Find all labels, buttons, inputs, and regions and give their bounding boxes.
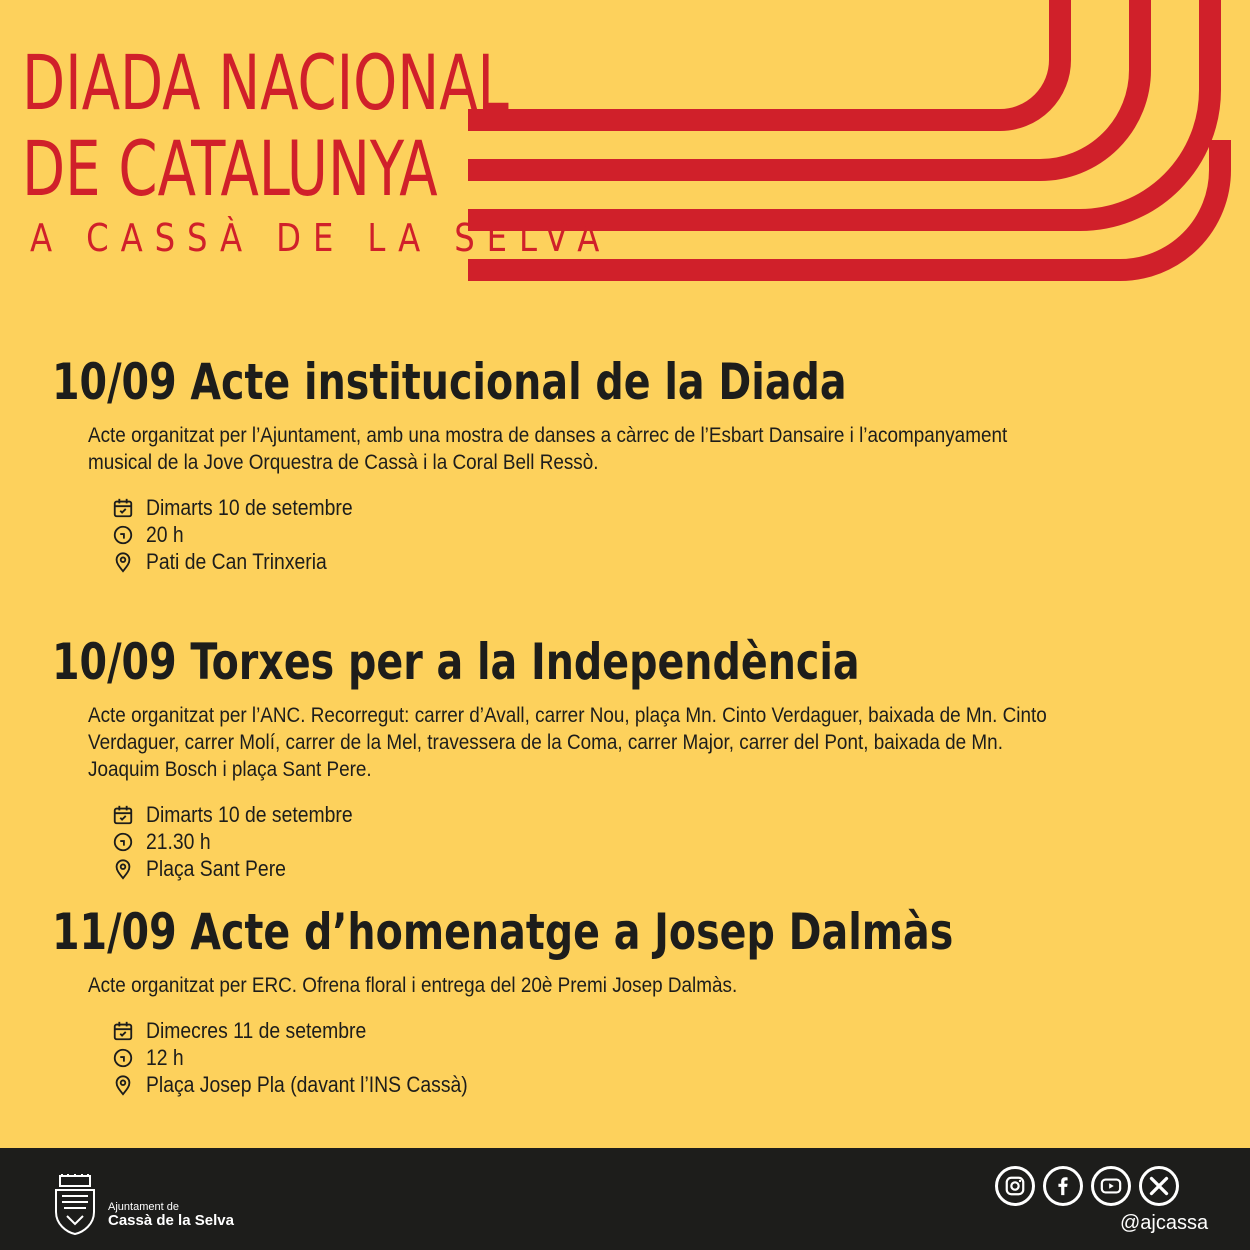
footer	[0, 1148, 1250, 1250]
event-date-row	[112, 494, 1202, 521]
event-date: Dimarts 10 de setembre	[146, 494, 353, 520]
coat-of-arms-icon	[52, 1174, 98, 1236]
event-details	[112, 1017, 1202, 1098]
event-place-row	[112, 548, 1202, 575]
event-card	[52, 352, 1202, 575]
page-subtitle: A CASSÀ DE LA SELVA	[30, 216, 612, 260]
event-place-row	[112, 855, 1202, 882]
event-card	[52, 902, 1202, 1098]
event-description: Acte organitzat per l’ANC. Recorregut: carrer d’Avall, carrer Nou, plaça Mn. Cinto Verdaguer, baixada de Mn. Cinto Verdaguer, carrer Molí, carrer de la Mel, travessera de la Coma, carrer Major, carrer del Pont, baixada de Mn. Joaquim Bosch i plaça Sant Pere.	[88, 704, 1047, 781]
location-pin-icon	[112, 1074, 134, 1096]
social-handle[interactable]: @ajcassa	[1120, 1212, 1209, 1234]
event-place: Plaça Josep Pla (davant l’INS Cassà)	[146, 1071, 468, 1097]
event-title: 10/09 Torxes per a la Independència	[52, 633, 860, 691]
page-title-line2: DE CATALUNYA	[22, 124, 438, 213]
org-name: Cassà de la Selva	[108, 1212, 234, 1229]
event-date-row	[112, 801, 1202, 828]
event-description: Acte organitzat per ERC. Ofrena floral i entrega del 20è Premi Josep Dalmàs.	[88, 974, 738, 997]
event-time-row	[112, 828, 1202, 855]
clock-icon	[112, 831, 134, 853]
calendar-icon	[112, 497, 134, 519]
event-details	[112, 494, 1202, 575]
calendar-icon	[112, 804, 134, 826]
event-time: 20 h	[146, 521, 184, 547]
event-description: Acte organitzat per l’Ajuntament, amb una mostra de danses a càrrec de l’Esbart Dansaire i l’acompanyament musical de la Jove Orquestra de Cassà i la Coral Bell Ressò.	[88, 424, 1008, 474]
x-icon[interactable]	[1139, 1166, 1179, 1206]
event-time-row	[112, 1044, 1202, 1071]
facebook-icon[interactable]	[1043, 1166, 1083, 1206]
clock-icon	[112, 1047, 134, 1069]
event-place-row	[112, 1071, 1202, 1098]
youtube-icon[interactable]	[1091, 1166, 1131, 1206]
event-details	[112, 801, 1202, 882]
event-date: Dimecres 11 de setembre	[146, 1017, 367, 1043]
event-place: Pati de Can Trinxeria	[146, 548, 327, 574]
event-date-row	[112, 1017, 1202, 1044]
event-date: Dimarts 10 de setembre	[146, 801, 353, 827]
location-pin-icon	[112, 858, 134, 880]
header	[22, 40, 714, 260]
event-place: Plaça Sant Pere	[146, 855, 286, 881]
event-time: 12 h	[146, 1044, 184, 1070]
org-label: Ajuntament de	[108, 1201, 179, 1213]
event-card	[52, 632, 1202, 882]
calendar-icon	[112, 1020, 134, 1042]
event-time: 21.30 h	[146, 828, 211, 854]
event-time-row	[112, 521, 1202, 548]
page-title-line1: DIADA NACIONAL	[22, 38, 509, 127]
event-title: 10/09 Acte institucional de la Diada	[52, 353, 847, 411]
instagram-icon[interactable]	[995, 1166, 1035, 1206]
social-links	[995, 1166, 1179, 1206]
location-pin-icon	[112, 551, 134, 573]
clock-icon	[112, 524, 134, 546]
event-title: 11/09 Acte d’homenatge a Josep Dalmàs	[52, 903, 954, 961]
